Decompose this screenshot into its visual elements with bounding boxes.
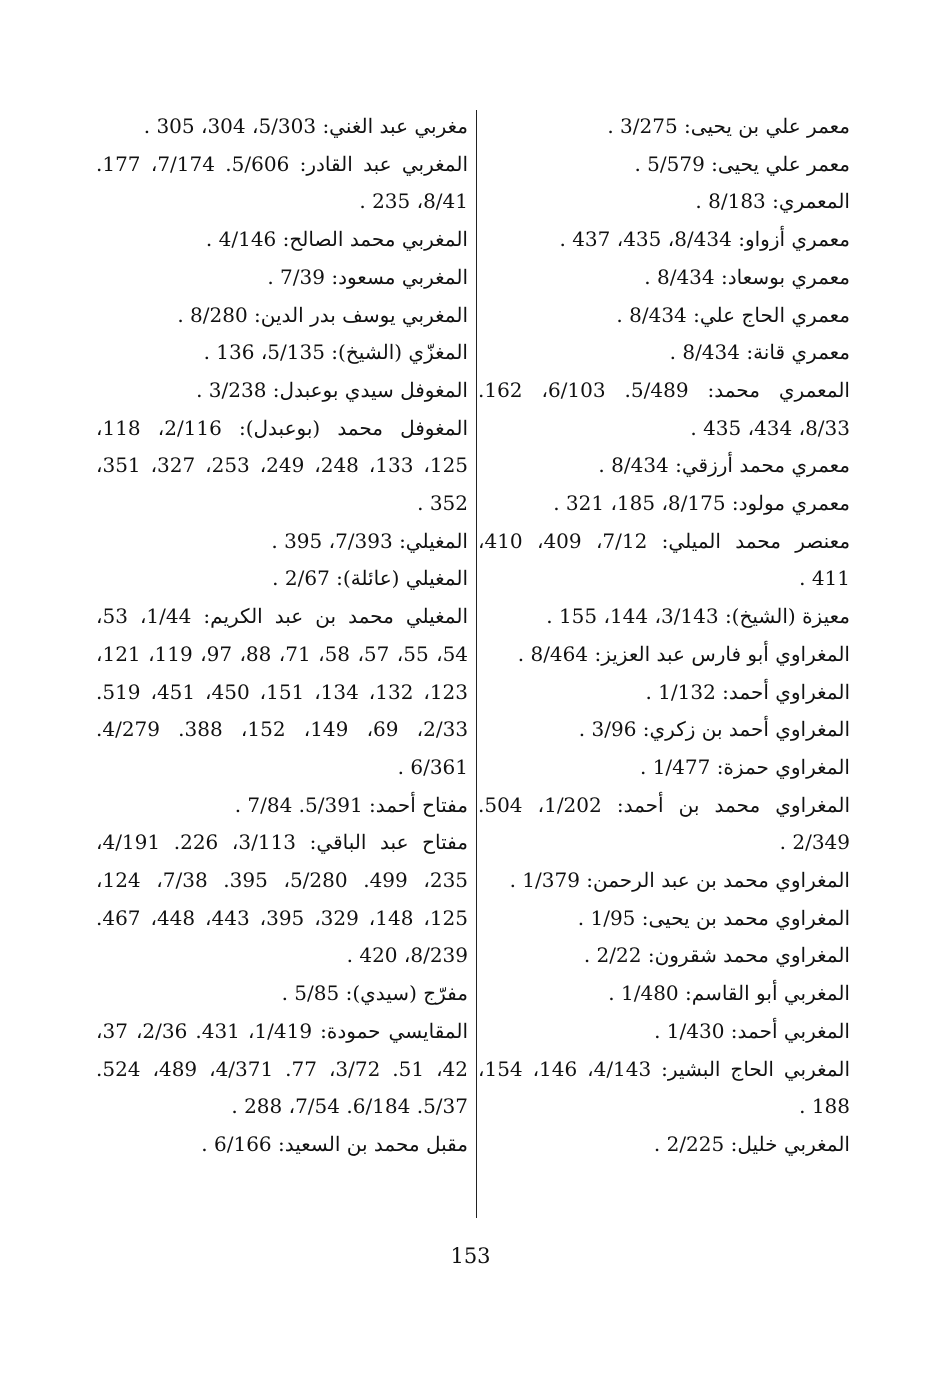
entry-name: المغربي أحمد: [730, 1018, 850, 1043]
entry-name: المعمري محمد: [707, 377, 850, 402]
entry-references: 5/489. 6/103، 162. 8/33، 434، 435 . [478, 377, 850, 440]
entry-references: 1/477 . [639, 754, 711, 779]
index-entry [478, 523, 850, 598]
entry-references: 2/116، 118، 125، 133، 248، 249، 253، 327، 351، 352 . [96, 415, 469, 516]
index-entry [478, 146, 850, 184]
entry-name: المغراوي محمد بن عبد الرحمن: [586, 868, 850, 893]
index-entry [96, 598, 468, 787]
entry-references: 1/95 . [577, 905, 636, 930]
entry-references: 8/434، 435، 437 . [559, 227, 732, 252]
entry-references: 3/143، 144، 155 . [546, 604, 719, 629]
entry-references: 8/434 . [598, 453, 669, 478]
entry-references: 7/393، 395 . [271, 528, 393, 553]
entry-references: 1/132 . [645, 679, 716, 704]
entry-name: المعمري: [772, 189, 850, 214]
entry-references: 8/434 . [644, 264, 715, 289]
index-entry [478, 674, 850, 712]
entry-references: 2/67 . [272, 566, 330, 591]
entry-references: 1/430 . [654, 1018, 725, 1043]
index-column-right [478, 108, 850, 1164]
index-entry [96, 146, 468, 221]
entry-name: المغيلي (عائلة): [336, 566, 468, 591]
index-entry [96, 824, 468, 975]
entry-references: 8/280 . [177, 302, 248, 327]
entry-references: 1/202، 504. 2/349 . [478, 792, 850, 855]
index-entry [96, 410, 468, 523]
entry-name: المغراوي أحمد: [722, 679, 850, 704]
entry-name: المغربي خليل: [730, 1131, 850, 1156]
index-entry [478, 259, 850, 297]
index-entry [96, 372, 468, 410]
entry-references: 4/146 . [205, 227, 277, 252]
index-entry [478, 636, 850, 674]
entry-references: 8/183 . [695, 189, 766, 214]
column-divider [476, 110, 477, 1218]
entry-references: 8/464 . [517, 641, 589, 666]
entry-name: المغربي الحاج البشير: [661, 1056, 851, 1081]
entry-name: المغراوي محمد بن يحيى: [641, 905, 850, 930]
entry-references: 5/303، 304، 305 . [143, 114, 317, 138]
index-entry [96, 297, 468, 335]
entry-references: 1/419، 431. 2/36، 37، 42، 51. 3/72، 77. 4/371، 489، 524. 5/37. 6/184. 7/54، 288 . [96, 1018, 468, 1119]
entry-references: 8/175، 185، 321 . [553, 491, 726, 516]
entry-references: 3/113، 226. 4/191، 235، 499. 5/280، 395. 7/38، 124، 125، 148، 329، 395، 443، 448، 467. 8/239، 420 . [96, 830, 469, 968]
entry-name: المغراوي أبو فارس عبد العزيز: [594, 641, 850, 666]
entry-name: معمر علي يحيى: [711, 151, 850, 176]
entry-references: 7/39 . [267, 264, 325, 289]
index-column-left [96, 108, 468, 1164]
index-entry [478, 108, 850, 146]
entry-name: المغزّي (الشيخ): [331, 340, 468, 365]
entry-references: 1/480 . [608, 981, 679, 1006]
index-entry [478, 372, 850, 447]
index-entry [478, 1051, 850, 1126]
entry-references: 4/143، 146، 154، 188 . [478, 1056, 850, 1119]
index-entry [478, 297, 850, 335]
entry-references: 6/166 . [201, 1131, 272, 1156]
entry-name: معمري بوسعاد: [720, 264, 850, 289]
entry-name: المغربي محمد الصالح: [282, 227, 468, 252]
entry-references: 2/22 . [583, 943, 642, 968]
entry-name: المغراوي حمزة: [716, 754, 850, 779]
entry-name: المغوفل محمد (بوعبدل): [238, 415, 468, 440]
entry-references: 3/238 . [196, 377, 267, 402]
entry-name: المغراوي أحمد بن زكري: [642, 717, 850, 742]
entry-name: مفتاح عبد الباقي: [309, 830, 469, 855]
entry-name: المغيلي محمد بن عبد الكريم: [203, 604, 469, 629]
entry-name: المغربي عبد القادر: [299, 151, 469, 176]
index-entry [478, 1013, 850, 1051]
index-entry [478, 334, 850, 372]
index-entry [96, 1013, 468, 1126]
index-entry [478, 937, 850, 975]
entry-references: 1/379 . [509, 868, 580, 893]
entry-name: المغربي يوسف بدر الدين: [254, 302, 468, 327]
entry-name: معمري مولود: [731, 491, 850, 516]
index-entry [478, 485, 850, 523]
entry-name: المغيلي: [399, 528, 468, 553]
index-entry [96, 787, 468, 825]
index-entry [478, 787, 850, 862]
entry-name: معمري الحاج علي: [693, 302, 850, 327]
index-entry [96, 108, 468, 146]
entry-references: 1/44، 53، 54، 55، 57، 58، 71، 88، 97، 119، 121، 123، 132، 134، 151، 450، 451، 519. 2/33، 69، 149، 152، 388. 4/279. 6/361 . [96, 604, 469, 779]
index-entry [478, 598, 850, 636]
entry-references: 5/85 . [281, 981, 340, 1006]
entry-name: المغربي أبو القاسم: [685, 981, 850, 1006]
index-entry [96, 1126, 468, 1164]
index-entry [96, 560, 468, 598]
entry-name: المغوفل سيدي بوعبدل: [272, 377, 468, 402]
entry-name: معمري قانة: [746, 340, 850, 365]
index-entry [96, 523, 468, 561]
index-entry [478, 221, 850, 259]
entry-name: المغربي مسعود: [331, 264, 468, 289]
index-entry [478, 183, 850, 221]
entry-name: معمري أزواو: [738, 227, 850, 252]
entry-references: 2/225 . [653, 1131, 725, 1156]
index-entry [96, 259, 468, 297]
index-entry [478, 862, 850, 900]
page-number: 153 [450, 1244, 491, 1268]
entry-name: المقايسي حمودة: [320, 1018, 469, 1043]
entry-references: 5/391. 7/84 . [234, 792, 363, 817]
entry-name: مغربي عبد الغني: [322, 114, 468, 138]
entry-references: 5/579 . [634, 151, 705, 176]
entry-name: مفتاح أحمد: [369, 792, 468, 817]
entry-references: 5/135، 136 . [203, 340, 325, 365]
entry-name: مقبل محمد بن السعيد: [278, 1131, 468, 1156]
index-entry [478, 975, 850, 1013]
index-entry [478, 447, 850, 485]
index-entry [478, 1126, 850, 1164]
entry-name: معيزة (الشيخ): [724, 604, 850, 629]
entry-references: 3/96 . [578, 717, 637, 742]
entry-references: 7/12، 409، 410، 411 . [478, 528, 850, 591]
entry-references: 8/434 . [616, 302, 687, 327]
entry-name: معنصر محمد الميلي: [661, 528, 851, 553]
entry-references: 3/275 . [607, 114, 678, 138]
index-entry [478, 711, 850, 749]
entry-name: المغراوي محمد شقرون: [647, 943, 850, 968]
index-entry [478, 749, 850, 787]
entry-name: المغراوي محمد بن أحمد: [616, 792, 851, 817]
entry-name: مفرّج (سيدي): [345, 981, 468, 1006]
index-entry [96, 334, 468, 372]
index-entry [96, 975, 468, 1013]
index-entry [96, 221, 468, 259]
entry-name: معمر علي بن يحيى: [684, 114, 850, 138]
entry-name: معمري محمد أرزقي: [675, 453, 850, 478]
index-entry [478, 900, 850, 938]
entry-references: 5/606. 7/174، 177. 8/41، 235 . [96, 151, 468, 214]
entry-references: 8/434 . [669, 340, 740, 365]
